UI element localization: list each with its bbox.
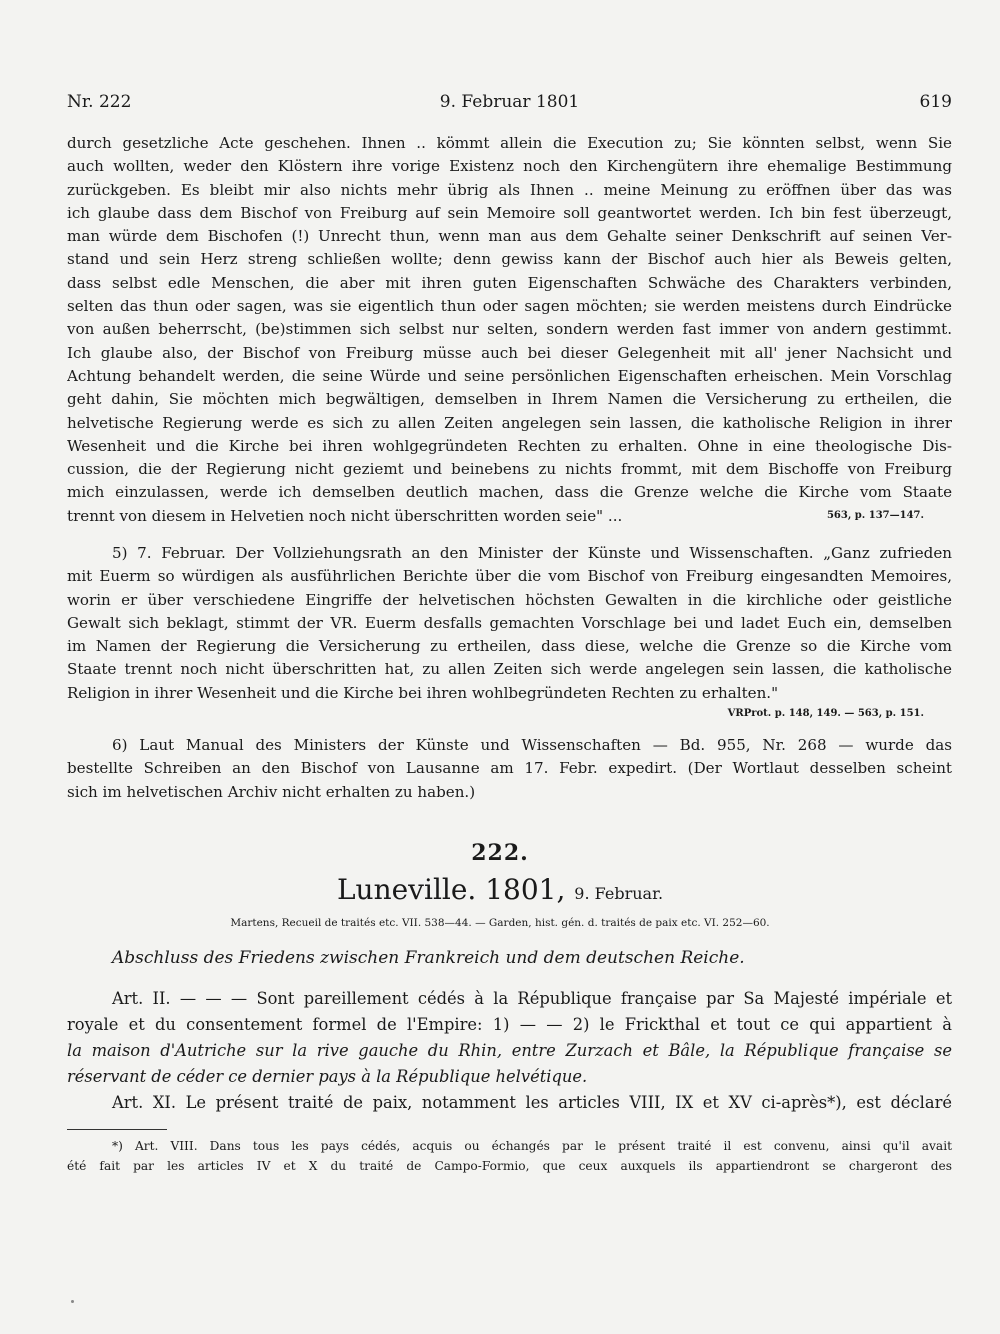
document-title-block — [67, 945, 952, 971]
text-line: mich einzulassen, werde ich demselben deutlich machen, dass die Grenze welche die Kirche vom Staate — [67, 483, 952, 502]
text-line: man würde dem Bischofen (!) Unrecht thun, wenn man aus dem Gehalte seiner Denkschrift auf seinen Ver- — [67, 227, 952, 246]
page-number: 619 — [919, 92, 952, 112]
text-line: 6) Laut Manual des Ministers der Künste und Wissenschaften — Bd. 955, Nr. 268 — wurde das — [112, 736, 952, 754]
text-line: 5) 7. Februar. Der Vollziehungsrath an den Minister der Künste und Wissenschaften. „Ganz zufrieden — [112, 544, 952, 562]
document-number: 222. — [471, 840, 529, 866]
text-line: ich glaube dass dem Bischof von Freiburg auf sein Memoire soll geantwortet werden. Ich bin fest überzeugt, — [67, 203, 952, 222]
text-line: selten das thun oder sagen, was sie eigentlich thun oder sagen möchten; sie werden meistens durch Eindrücke — [67, 297, 952, 316]
paragraph-continuation — [67, 132, 952, 528]
source-citation: Martens, Recueil de traités etc. VII. 538—44. — Garden, hist. gén. d. traités de paix etc. VI. 252—60. — [230, 917, 770, 929]
text-line: durch gesetzliche Acte geschehen. Ihnen .. kömmt allein die Execution zu; Sie könnten selbst, wenn Sie — [67, 134, 952, 152]
paragraph-6 — [67, 734, 952, 804]
text-line: auch wollten, weder den Klöstern ihre vorige Existenz noch den Kirchengütern ihre ehemalige Bestimmung — [67, 157, 952, 176]
text-line: Staate trennt noch nicht überschritten hat, zu allen Zeiten sich werde angelegen sein lassen, die katholische — [67, 660, 952, 679]
text-line: bestellte Schreiben an den Bischof von Lausanne am 17. Febr. expedirt. (Der Wortlaut desselben scheint — [67, 759, 952, 778]
header-date: 9. Februar 1801 — [439, 92, 580, 112]
document-number-header: Nr. 222 — [67, 92, 132, 112]
text-line: Ich glaube also, der Bischof von Freiburg müsse auch bei dieser Gelegenheit mit all' jener Nachsicht und — [67, 343, 952, 362]
footnote-divider — [67, 1129, 167, 1130]
paragraph-5 — [67, 542, 952, 723]
text-line: cussion, die der Regierung nicht geziemt und beinebens zu nichts frommt, mit dem Bischoffe von Freiburg — [67, 460, 952, 479]
footnote-line: été fait par les articles IV et X du traité de Campo-Formio, que ceux auxquels ils appartiendront se chargeront des — [67, 1159, 952, 1173]
text-line: im Namen der Regierung die Versicherung zu ertheilen, dass diese, welche die Grenze so die Kirche vom — [67, 637, 952, 656]
text-line: royale et du consentement formel de l'Empire: 1) — — 2) le Frickthal et tout ce qui appartient à — [67, 1015, 952, 1034]
text-line: Religion in ihrer Wesenheit und die Kirche bei ihren wohlbegründeten Rechten zu erhalten." — [67, 683, 779, 702]
text-line: trennt von diesem in Helvetien noch nicht überschritten worden seie" ... — [67, 506, 623, 525]
text-line: dass selbst edle Menschen, die aber mit ihren guten Eigenschaften Schwäche des Charakters verbinden, — [67, 273, 952, 292]
text-line: Art. II. — — — Sont pareillement cédés à la République française par Sa Majesté impériale et — [112, 989, 952, 1008]
document-place-heading — [0, 873, 1000, 906]
document-date: 9. Februar. — [574, 884, 664, 903]
text-line: helvetische Regierung werde es sich zu allen Zeiten angelegen sein lassen, die katholische Religion in ihrer — [67, 413, 952, 432]
page-speck — [71, 1300, 74, 1303]
text-line: Art. XI. Le présent traité de paix, notamment les articles VIII, IX et XV ci-après*), est déclaré — [112, 1093, 952, 1112]
text-line: Gewalt sich beklagt, stimmt der VR. Euerm desfalls gemachten Vorschlage bei und ladet Euch ein, demselben — [67, 613, 952, 632]
text-line: von außen beherrscht, (be)stimmen sich selbst nur selten, sondern werden fast immer von andern gestimmt. — [67, 320, 952, 339]
text-line: zurückgeben. Es bleibt mir also nichts mehr übrig als Ihnen .. meine Meinung zu eröffnen über das was — [67, 180, 952, 199]
text-line: stand und sein Herz streng schließen wollte; denn gewiss kann der Bischof auch hier als Beweis gelten, — [67, 250, 952, 269]
text-line: mit Euerm so würdigen als ausführlichen Berichte über die vom Bischof von Freiburg eingesandten Memoires, — [67, 567, 952, 586]
text-line: geht dahin, Sie möchten mich begwältigen, demselben in Ihrem Namen die Versicherung zu ertheilen, die — [67, 390, 952, 409]
text-line: réservant de céder ce dernier pays à la République helvétique. — [67, 1067, 588, 1086]
french-treaty-text — [67, 986, 952, 1116]
text-line: Achtung behandelt werden, die seine Würde und seine persönlichen Eigenschaften erheischen. Mein Vorschlag — [67, 366, 952, 385]
footnote — [67, 1136, 952, 1176]
source-reference: VRProt. p. 148, 149. — 563, p. 151. — [727, 708, 924, 720]
document-title: Abschluss des Friedens zwischen Frankreich und dem deutschen Reiche. — [112, 948, 745, 968]
text-line: la maison d'Autriche sur la rive gauche du Rhin, entre Zurzach et Bâle, la République française se — [67, 1041, 952, 1060]
text-line: worin er über verschiedene Eingriffe der helvetischen höchsten Gewalten in die kirchliche oder geistliche — [67, 590, 952, 609]
text-line: Wesenheit und die Kirche bei ihren wohlgegründeten Rechten zu erhalten. Ohne in eine theologische Dis- — [67, 436, 952, 455]
source-reference: 563, p. 137—147. — [826, 509, 924, 521]
place-year: Luneville. 1801, — [336, 873, 566, 906]
running-header — [67, 92, 952, 118]
text-line: sich im helvetischen Archiv nicht erhalten zu haben.) — [67, 782, 476, 801]
footnote-line: *) Art. VIII. Dans tous les pays cédés, acquis ou échangés par le présent traité il est convenu, ainsi qu'il avait — [112, 1139, 952, 1153]
